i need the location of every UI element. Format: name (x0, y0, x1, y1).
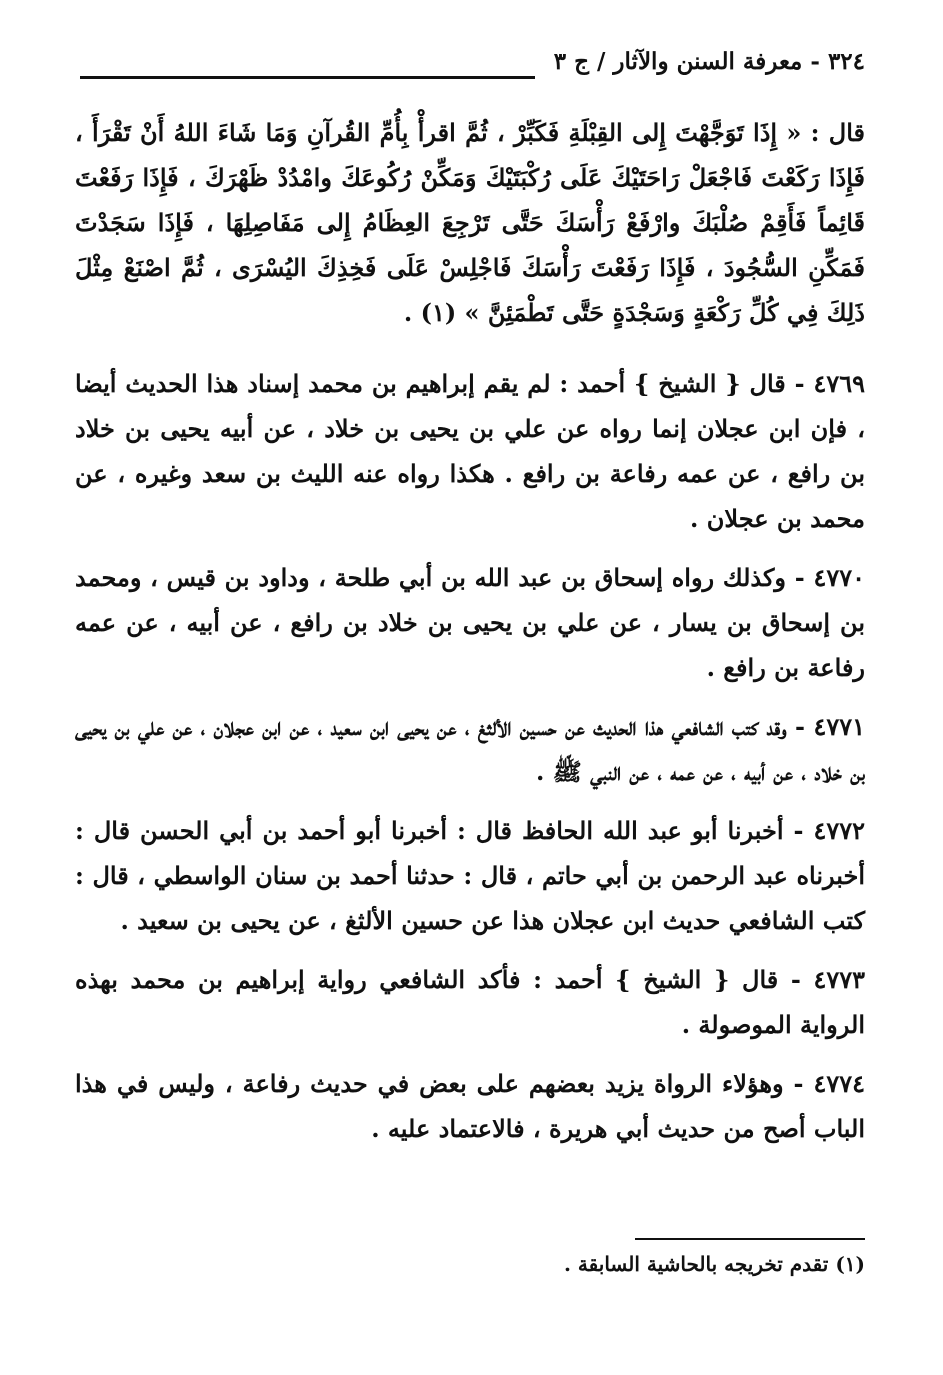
paragraph-text: قال : « إِذَا تَوَجَّهْتَ إِلى القِبْلَةِ فَكَبِّرْ ، ثُمَّ اقرأْ بِأُمِّ القُرآنِ وَمَا شَاءَ اللهُ أَنْ تَقْرَأَ ، فَإِذَا رَكَعْتَ فَاجْعَلْ رَاحَتَيْكَ عَلَى رُكْبَتَيْكَ وَمَكِّنْ رُكُوعَكَ وامْدُدْ ظَهْرَكَ ، فَإِذَا رَفَعْتَ قَائِماً فَأَقِمْ صُلْبَكَ وارْفَعْ رَأْسَكَ حَتَّى تَرْجِعَ العِظَامُ إِلى مَفَاصِلِهَا ، فَإِذَا سَجَدْتَ فَمَكِّنِ السُّجُودَ ، فَإِذَا رَفَعْتَ رَأْسَكَ فَاجْلِسْ عَلَى فَخِذِكَ اليُسْرَى ، ثُمَّ اصْنَعْ مِثْلَ ذَلِكَ فِي كُلِّ رَكْعَةٍ وَسَجْدَةٍ حَتَّى تَطْمَئِنَّ » (١) . (75, 118, 865, 327)
paragraph-number: ٤٧٧١ (813, 712, 865, 741)
paragraph-text: - وقد كتب الشافعي هذا الحديث عن حسين الألثغ ، عن يحيى ابن سعيد ، عن ابن عجلان ، عن علي بن يحيى بن خلاد ، عن أبيه ، عن عمه ، عن النبي ﷺ . (75, 712, 865, 786)
paragraph-number: ٤٧٧٢ (813, 816, 865, 845)
paragraph-number: ٤٧٦٩ (813, 369, 865, 398)
paragraph-text: - قال { الشيخ } أحمد : لم يقم إبراهيم بن محمد إسناد هذا الحديث أيضا ، فإن ابن عجلان إنما رواه عن علي بن يحيى بن خلاد ، عن أبيه يحيى بن خلاد بن رافع ، عن عمه رفاعة بن رافع . هكذا رواه عنه الليث بن سعد وغيره ، عن محمد بن عجلان . (75, 369, 865, 533)
hadith-text-paragraph (75, 110, 865, 335)
paragraph-4769 (75, 361, 865, 541)
paragraph-4771 (75, 704, 865, 794)
footnote-divider (635, 1238, 865, 1240)
paragraph-4774 (75, 1061, 865, 1151)
page-title: ٣٢٤ - معرفة السنن والآثار / ج ٣ (553, 48, 865, 75)
paragraph-number: ٤٧٧٠ (813, 563, 865, 592)
footnote: (١) تقدم تخريجه بالحاشية السابقة . (564, 1252, 865, 1276)
page-body (75, 110, 865, 1165)
paragraph-text: - وهؤلاء الرواة يزيد بعضهم على بعض في حديث رفاعة ، وليس في هذا الباب أصح من حديث أبي هريرة ، فالاعتماد عليه . (75, 1069, 865, 1143)
paragraph-number: ٤٧٧٤ (813, 1069, 866, 1098)
page-header (80, 48, 865, 86)
paragraph-4773 (75, 957, 865, 1047)
paragraph-4770 (75, 555, 865, 690)
paragraph-text: - أخبرنا أبو عبد الله الحافظ قال : أخبرنا أبو أحمد بن أبي الحسن قال : أخبرناه عبد الرحمن بن أبي حاتم ، قال : حدثنا أحمد بن سنان الواسطي ، قال : كتب الشافعي حديث ابن عجلان هذا عن حسين الألثغ ، عن يحيى بن سعيد . (75, 816, 865, 935)
paragraph-number: ٤٧٧٣ (813, 965, 866, 994)
header-divider (80, 76, 535, 79)
paragraph-text: - قال { الشيخ } أحمد : فأكد الشافعي رواية إبراهيم بن محمد بهذه الرواية الموصولة . (75, 965, 865, 1039)
paragraph-text: - وكذلك رواه إسحاق بن عبد الله بن أبي طلحة ، وداود بن قيس ، ومحمد بن إسحاق بن يسار ، عن علي بن يحيى بن خلاد بن رافع ، عن أبيه ، عن عمه رفاعة بن رافع . (75, 563, 865, 682)
paragraph-4772 (75, 808, 865, 943)
